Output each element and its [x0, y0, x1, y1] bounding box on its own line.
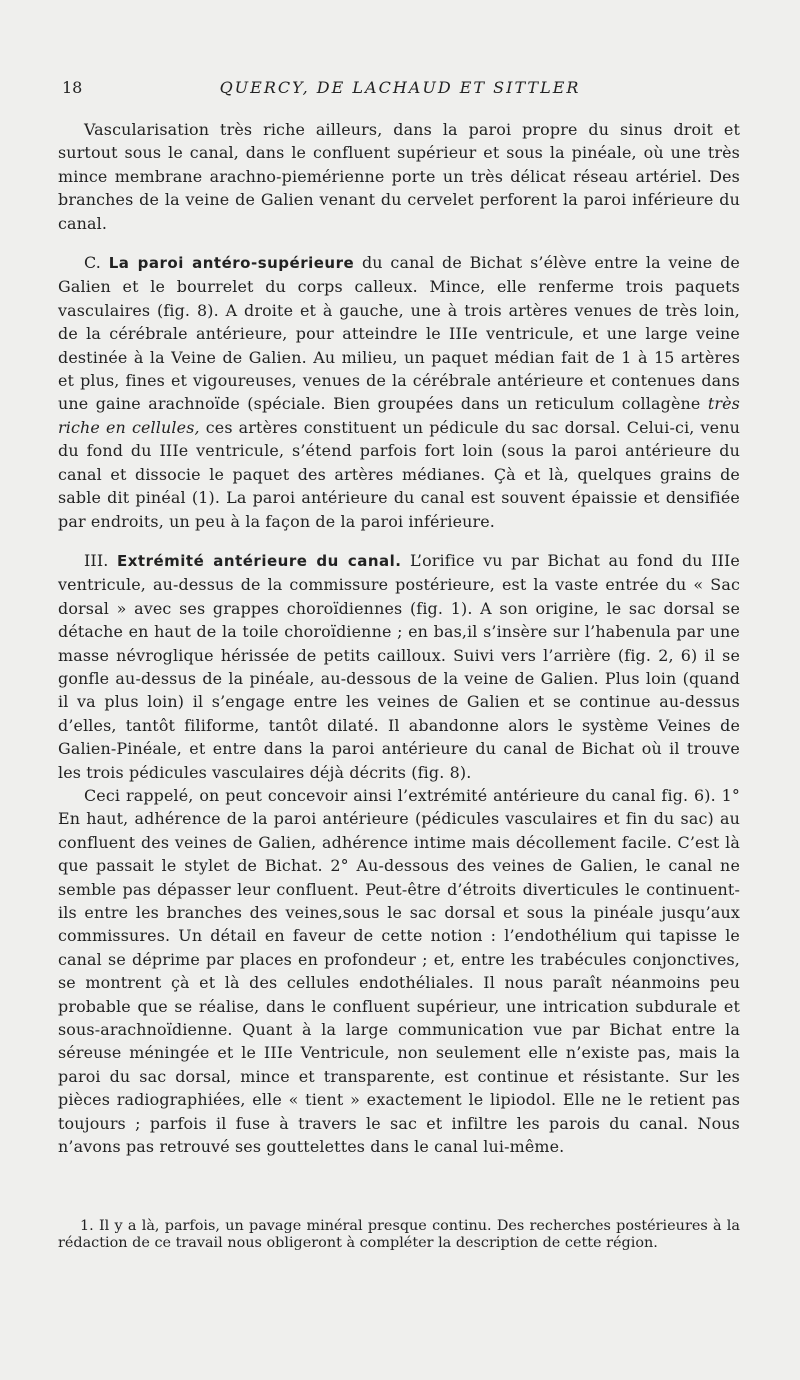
paragraph-extremite-anterieure: III. Extrémité antérieure du canal. L’orifice vu par Bichat au fond du IIIe ventricule, au-dessus de la commissure postérieure, est la vaste entrée du « Sac dorsal » avec ses grappes choroïdiennes (fig. 1). A son origine, le sac dorsal se détache en haut de la toile choroïdienne ; en bas,il s’insère sur l’habenula par une masse névroglique hérissée de petits cailloux. Suivi vers l’arrière (fig. 2, 6) il se gonfle au-dessus de la pinéale, au-dessous de la veine de Galien. Plus loin (quand il va plus loin) il s’engage entre les veines de Galien et se continue au-dessus d’elles, tantôt filiforme, tantôt dilaté. Il abandonne alors le système Veines de Galien-Pinéale, et entre dans la paroi antérieure du canal de Bichat où il trouve les trois pédicules vasculaires déjà décrits (fig. 8). — [58, 550, 740, 782]
paragraph-vascularisation: Vascularisation très riche ailleurs, dans la paroi propre du sinus droit et surtout sous le canal, dans le confluent supérieur et sous la pinéale, où une très mince membrane arachno-piemérienne porte un très délicat réseau artériel. Des branches de la veine de Galien venant du cervelet perforent la paroi inférieure du canal. — [58, 120, 740, 233]
section-heading: La paroi antéro-supérieure — [108, 254, 355, 273]
paragraph-ceci-rappele: Ceci rappelé, on peut concevoir ainsi l’extrémité antérieure du canal fig. 6). 1° En haut, adhérence de la paroi antérieure (pédicules vasculaires et fin du sac) au confluent des veines de Galien, adhérence intime mais décollement facile. C’est là que passait le stylet de Bichat. 2° Au-dessous des veines de Galien, le canal ne semble pas dépasser leur confluent. Peut-être d’étroits diverticules le continuent-ils entre les branches des veines,sous le sac dorsal et sous la pinéale jusqu’aux commissures. Un détail en faveur de cette notion : l’endothélium qui tapisse le canal se déprime par places en profondeur ; et, entre les trabécules conjonctives, se montrent çà et là des cellules endothéliales. Il nous paraît néanmoins peu probable que se réalise, dans le confluent supérieur, une intrication subdurale et sous-arachnoïdienne. Quant à la large communication vue par Bichat entre la séreuse méningée et le IIIe Ventricule, non seulement elle n’existe pas, mais la paroi du sac dorsal, mince et transparente, est continue et résistante. Sur les pièces radiographiées, elle « tient » exactement le lipiodol. Elle ne le retient pas toujours ; parfois il fuse à travers le sac et infiltre les parois du canal. Nous n’avons pas retrouvé ses gouttelettes dans le canal lui-même. — [58, 785, 740, 1157]
italic-phrase: très riche en cellules, — [58, 394, 740, 437]
page-header — [62, 78, 738, 100]
page-number: 18 — [62, 78, 83, 97]
running-title: QUERCY, DE LACHAUD ET SITTLER — [219, 78, 581, 97]
section-heading: Extrémité antérieure du canal. — [116, 551, 402, 570]
footnote-text: 1. Il y a là, parfois, un pavage minéral presque continu. Des recherches postérieures à la rédaction de ce travail nous obligeront à compléter la description de cette région. — [58, 1218, 740, 1251]
paragraph-paroi-antero-superieure: C. La paroi antéro-supérieure du canal de Bichat s’élève entre la veine de Galien et le bourrelet du corps calleux. Mince, elle renferme trois paquets vasculaires (fig. 8). A droite et à gauche, une à trois artères venues de très loin, de la cérébrale antérieure, pour atteindre le IIIe ventricule, et une large veine destinée à la Veine de Galien. Au milieu, un paquet médian fait de 1 à 15 artères et plus, fines et vigoureuses, venues de la cérébrale antérieure et contenues dans une gaine arachnoïde (spéciale. Bien groupées dans un reticulum collagène très riche en cellules, ces artères constituent un pédicule du sac dorsal. Celui-ci, venu du fond du IIIe ventricule, s’étend parfois fort loin (sous la paroi antérieure du canal et dissocie le paquet des artères médianes. Çà et là, quelques grains de sable dit pinéal (1). La paroi antérieure du canal est souvent épaissie et densifiée par endroits, un peu à la façon de la paroi inférieure. — [58, 253, 740, 531]
body-text — [58, 118, 740, 1158]
footnote — [58, 1218, 740, 1252]
